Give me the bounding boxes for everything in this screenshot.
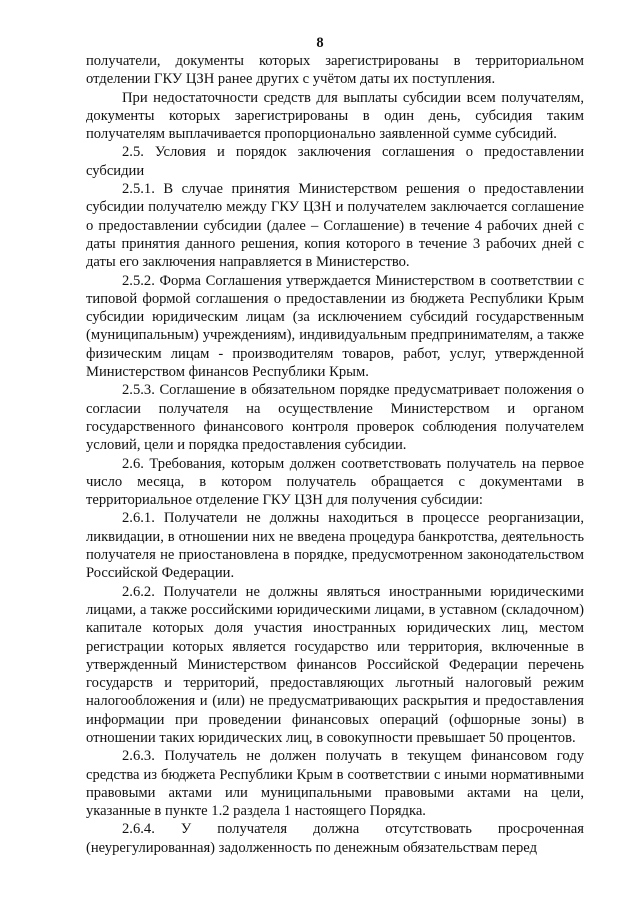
section-heading-2-5: 2.5. Условия и порядок заключения соглашения о предоставлении субсидии [86,144,584,179]
document-body [86,52,584,857]
paragraph-2-5-2: 2.5.2. Форма Соглашения утверждается Министерством в соответствии с типовой формой соглашения о предоставлении из бюджета Республики Крым субсидии юридическим лицам (за исключением субсидий государственным (муниципальным) учреждениям), индивидуальным предпринимателям, а также физическим лицам - производителям товаров, работ, услуг, утвержденной Министерством финансов Республики Крым. [86,272,584,381]
paragraph-2-6: 2.6. Требования, которым должен соответствовать получатель на первое число месяца, в котором получатель обращается с документами в территориальное отделение ГКУ ЦЗН для получения субсидии: [86,455,584,509]
paragraph-2-6-1: 2.6.1. Получатели не должны находиться в процессе реорганизации, ликвидации, в отношении них не введена процедура банкротства, деятельность получателя не приостановлена в порядке, предусмотренном законодательством Российской Федерации. [86,510,584,582]
paragraph-continuation: получатели, документы которых зарегистрированы в территориальном отделении ГКУ ЦЗН ранее других с учётом даты их поступления. [86,53,584,88]
paragraph-2-6-4: 2.6.4. У получателя должна отсутствовать просроченная (неурегулированная) задолженность по денежным обязательствам перед [86,821,584,856]
page-number: 8 [316,35,324,51]
paragraph-2-5-1: 2.5.1. В случае принятия Министерством решения о предоставлении субсидии получателю между ГКУ ЦЗН и получателем заключается соглашение о предоставлении субсидии (далее – Соглашение) в течение 4 рабочих дней с даты принятия данного решения, копия которого в течение 3 рабочих дней с даты его заключения направляется в Министерство. [86,181,584,271]
paragraph-2-6-2: 2.6.2. Получатели не должны являться иностранными юридическими лицами, а также российскими юридическими лицами, в уставном (складочном) капитале которых доля участия иностранных юридических лиц, местом регистрации которых является государство или территория, включенные в утвержденный Министерством финансов Российской Федерации перечень государств и территорий, предоставляющих льготный налоговый режим налогообложения и (или) не предусматривающих раскрытия и предоставления информации при проведении финансовых операций (офшорные зоны) в отношении таких юридических лиц, в совокупности превышает 50 процентов. [86,583,584,746]
paragraph-insufficient-funds: При недостаточности средств для выплаты субсидии всем получателям, документы которых зарегистрированы в один день, субсидия таким получателям выплачивается пропорционально заявленной сумме субсидий. [86,89,584,143]
paragraph-2-6-3: 2.6.3. Получатель не должен получать в текущем финансовом году средства из бюджета Республики Крым в соответствии с иными нормативными правовыми актами или муниципальными правовыми актами на цели, указанные в пункте 1.2 раздела 1 настоящего Порядка. [86,748,584,820]
paragraph-2-5-3: 2.5.3. Соглашение в обязательном порядке предусматривает положения о согласии получателя на осуществление Министерством и органом государственного финансового контроля проверок соблюдения получателем условий, цели и порядка предоставления субсидии. [86,382,584,454]
